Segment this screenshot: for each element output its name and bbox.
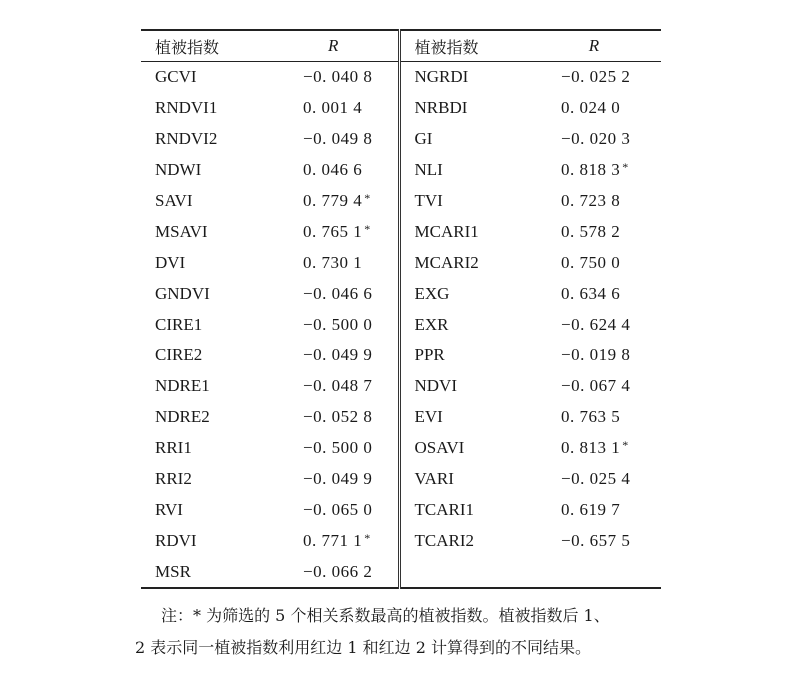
r-value-left xyxy=(269,556,399,588)
r-value-right-text: −0. 025 4 xyxy=(561,469,631,489)
r-value-left-text: 0. 001 4 xyxy=(303,98,363,118)
index-name-left xyxy=(141,402,269,433)
index-name-left xyxy=(141,494,269,525)
index-name-left xyxy=(141,464,269,495)
index-name-left-text: CIRE1 xyxy=(155,314,203,334)
r-value-right-text: −0. 019 8 xyxy=(561,345,631,365)
index-name-right xyxy=(399,402,527,433)
index-name-left xyxy=(141,62,269,93)
header-index-right: 植被指数 xyxy=(399,30,527,62)
vegetation-index-table-wrap xyxy=(141,29,661,589)
index-name-right xyxy=(399,556,527,588)
footnote-line-2: 2 表示同一植被指数利用红边 1 和红边 2 计算得到的不同结果。 xyxy=(135,638,591,657)
r-value-left-text: −0. 049 9 xyxy=(303,469,373,489)
r-value-left-text: −0. 065 0 xyxy=(303,499,373,519)
r-value-right-text: −0. 624 4 xyxy=(561,314,631,334)
r-value-right-text: 0. 750 0 xyxy=(561,252,621,272)
table-row xyxy=(141,124,661,155)
r-value-right-text: 0. 763 5 xyxy=(561,407,621,427)
index-name-right xyxy=(399,525,527,556)
r-value-left xyxy=(269,340,399,371)
r-value-left xyxy=(269,155,399,186)
index-name-left-text: RRI1 xyxy=(155,438,192,458)
index-name-left xyxy=(141,93,269,124)
table-row xyxy=(141,309,661,340)
r-value-right xyxy=(527,155,661,186)
index-name-left-text: CIRE2 xyxy=(155,345,203,365)
table-row xyxy=(141,371,661,402)
index-name-right xyxy=(399,155,527,186)
index-name-left-text: RNDVI1 xyxy=(155,98,218,118)
index-name-left xyxy=(141,216,269,247)
index-name-left-text: MSAVI xyxy=(155,221,208,241)
index-name-right-text: NRBDI xyxy=(414,98,468,118)
index-name-right-text: TCARI2 xyxy=(414,530,474,550)
r-value-left-text: −0. 049 8 xyxy=(303,129,373,149)
r-value-left xyxy=(269,247,399,278)
index-name-right-text: NLI xyxy=(414,160,443,180)
index-name-right-text: EXG xyxy=(414,283,450,303)
r-value-left-text: −0. 040 8 xyxy=(303,67,373,87)
index-name-left-text: DVI xyxy=(155,252,186,272)
index-name-right-text: EXR xyxy=(414,314,449,334)
header-r-left: R xyxy=(269,30,399,62)
index-name-left-text: RRI2 xyxy=(155,469,192,489)
significance-star: * xyxy=(364,191,371,205)
r-value-left xyxy=(269,402,399,433)
r-value-left-text: −0. 049 9 xyxy=(303,345,373,365)
index-name-right xyxy=(399,93,527,124)
r-value-left xyxy=(269,525,399,556)
r-value-left xyxy=(269,433,399,464)
footnote-line-1: 注：* 为筛选的 5 个相关系数最高的植被指数。植被指数后 1、 xyxy=(161,606,610,625)
index-name-left xyxy=(141,371,269,402)
index-name-right-text: GI xyxy=(414,129,433,149)
header-index-left: 植被指数 xyxy=(141,30,269,62)
table-row xyxy=(141,247,661,278)
header-r-right: R xyxy=(527,30,661,62)
r-value-right xyxy=(527,340,661,371)
table-row xyxy=(141,464,661,495)
r-value-right-text: 0. 818 3 xyxy=(561,160,621,180)
r-value-right xyxy=(527,124,661,155)
index-name-right xyxy=(399,340,527,371)
r-value-right xyxy=(527,216,661,247)
table-body xyxy=(141,62,661,589)
r-value-left-text: 0. 779 4 xyxy=(303,191,363,210)
r-value-left-text: −0. 048 7 xyxy=(303,376,373,396)
vegetation-index-table xyxy=(141,29,661,589)
r-value-right xyxy=(527,309,661,340)
index-name-left xyxy=(141,340,269,371)
table-header-row xyxy=(141,30,661,62)
r-value-right-text: −0. 067 4 xyxy=(561,376,631,396)
index-name-left-text: MSR xyxy=(155,561,191,581)
table-row xyxy=(141,525,661,556)
table-row xyxy=(141,402,661,433)
index-name-left xyxy=(141,556,269,588)
table-footnote xyxy=(135,600,695,664)
index-name-left-text: RDVI xyxy=(155,530,197,550)
r-value-left xyxy=(269,62,399,93)
table-row xyxy=(141,556,661,588)
r-value-left xyxy=(269,494,399,525)
r-value-right-text: −0. 025 2 xyxy=(561,67,631,87)
index-name-right-text: NGRDI xyxy=(414,67,469,87)
index-name-right xyxy=(399,247,527,278)
r-value-right xyxy=(527,371,661,402)
index-name-right xyxy=(399,371,527,402)
index-name-right xyxy=(399,494,527,525)
r-value-right xyxy=(527,556,661,588)
table-row xyxy=(141,93,661,124)
r-value-left xyxy=(269,464,399,495)
r-value-right xyxy=(527,62,661,93)
r-value-right xyxy=(527,402,661,433)
index-name-right-text: EVI xyxy=(414,407,443,427)
significance-star: * xyxy=(622,438,629,453)
table-row xyxy=(141,62,661,93)
index-name-right xyxy=(399,464,527,495)
index-name-right-text: TVI xyxy=(414,191,443,210)
index-name-left xyxy=(141,124,269,155)
index-name-left xyxy=(141,309,269,340)
r-value-right-text: 0. 024 0 xyxy=(561,98,621,118)
index-name-left xyxy=(141,525,269,556)
r-value-left-text: −0. 066 2 xyxy=(303,561,373,581)
index-name-left-text: NDRE2 xyxy=(155,407,210,427)
index-name-right-text: MCARI1 xyxy=(414,221,479,241)
r-value-right-text: 0. 634 6 xyxy=(561,283,621,303)
significance-star: * xyxy=(364,221,371,236)
index-name-right-text: PPR xyxy=(414,345,445,365)
index-name-right xyxy=(399,216,527,247)
r-value-right xyxy=(527,186,661,217)
index-name-left-text: GNDVI xyxy=(155,283,210,303)
index-name-left xyxy=(141,433,269,464)
index-name-right-text: VARI xyxy=(414,469,454,489)
significance-star: * xyxy=(364,530,371,545)
table-row xyxy=(141,186,661,217)
index-name-left-text: NDWI xyxy=(155,160,202,180)
r-value-right-text: 0. 723 8 xyxy=(561,191,621,210)
index-name-left-text: NDRE1 xyxy=(155,376,210,396)
r-value-left xyxy=(269,216,399,247)
table-row xyxy=(141,340,661,371)
significance-star: * xyxy=(622,160,629,175)
table-row xyxy=(141,433,661,464)
r-value-left-text: −0. 500 0 xyxy=(303,438,373,458)
r-value-right xyxy=(527,247,661,278)
index-name-left xyxy=(141,155,269,186)
r-value-left-text: −0. 046 6 xyxy=(303,283,373,303)
r-value-right xyxy=(527,464,661,495)
r-value-left xyxy=(269,93,399,124)
r-value-left-text: −0. 500 0 xyxy=(303,314,373,334)
r-value-left xyxy=(269,371,399,402)
index-name-right-text: TCARI1 xyxy=(414,499,474,519)
r-value-right-text: −0. 020 3 xyxy=(561,129,631,149)
r-value-right-text: −0. 657 5 xyxy=(561,530,631,550)
r-value-left xyxy=(269,124,399,155)
r-value-left-text: 0. 046 6 xyxy=(303,160,363,180)
r-value-right-text: 0. 813 1 xyxy=(561,438,621,458)
index-name-right xyxy=(399,433,527,464)
r-value-left-text: −0. 052 8 xyxy=(303,407,373,427)
r-value-left-text: 0. 730 1 xyxy=(303,252,363,272)
r-value-left-text: 0. 771 1 xyxy=(303,530,363,550)
r-value-right-text: 0. 578 2 xyxy=(561,221,621,241)
index-name-right xyxy=(399,62,527,93)
index-name-left-text: SAVI xyxy=(155,191,193,210)
index-name-right-text: OSAVI xyxy=(414,438,465,458)
table-row xyxy=(141,155,661,186)
table-row xyxy=(141,494,661,525)
index-name-right xyxy=(399,309,527,340)
r-value-right xyxy=(527,525,661,556)
index-name-left xyxy=(141,186,269,217)
index-name-left xyxy=(141,278,269,309)
r-value-left xyxy=(269,186,399,217)
r-value-left-text: 0. 765 1 xyxy=(303,221,363,241)
index-name-left-text: GCVI xyxy=(155,67,197,87)
r-value-right xyxy=(527,278,661,309)
index-name-left-text: RNDVI2 xyxy=(155,129,218,149)
r-value-left xyxy=(269,309,399,340)
index-name-left-text: RVI xyxy=(155,499,183,519)
index-name-left xyxy=(141,247,269,278)
index-name-right-text: MCARI2 xyxy=(414,252,479,272)
r-value-right xyxy=(527,494,661,525)
table-row xyxy=(141,278,661,309)
r-value-right-text: 0. 619 7 xyxy=(561,499,621,519)
r-value-right xyxy=(527,93,661,124)
index-name-right xyxy=(399,278,527,309)
index-name-right xyxy=(399,124,527,155)
index-name-right-text: NDVI xyxy=(414,376,457,396)
r-value-right xyxy=(527,433,661,464)
r-value-left xyxy=(269,278,399,309)
index-name-right xyxy=(399,186,527,217)
table-row xyxy=(141,216,661,247)
